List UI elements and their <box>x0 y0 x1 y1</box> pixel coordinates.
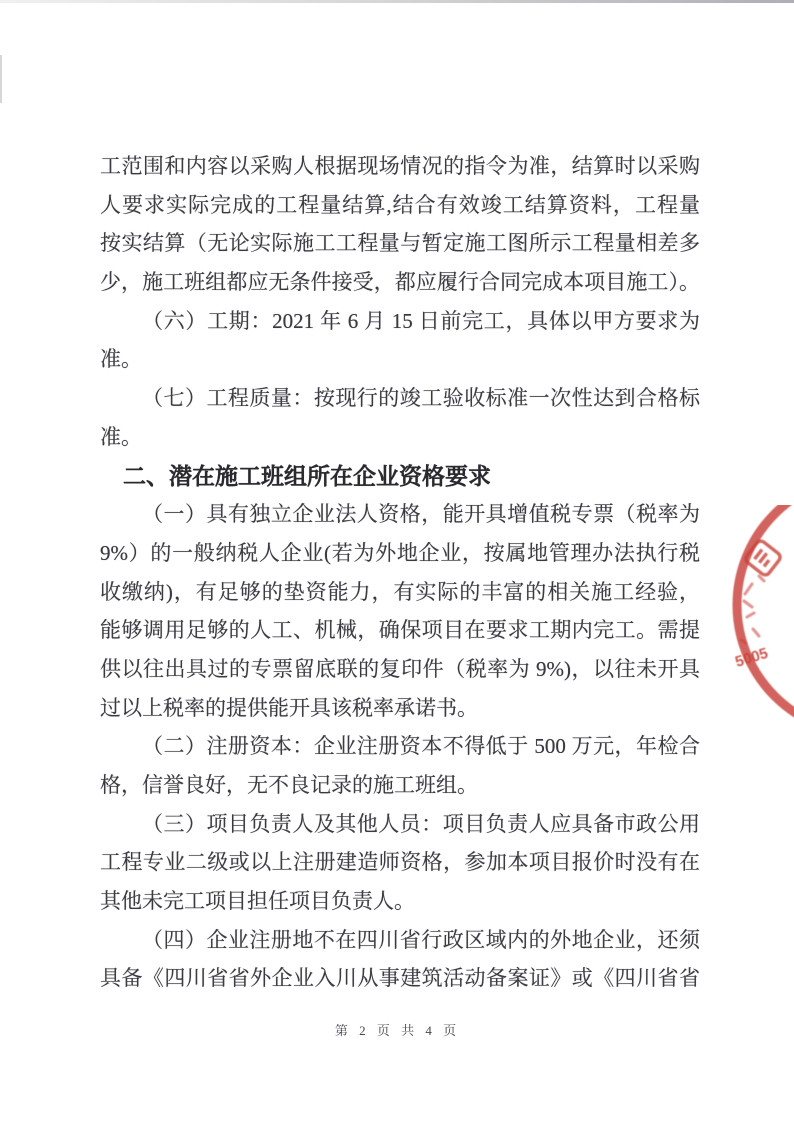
text-line: 工范围和内容以采购人根据现场情况的指令为准，结算时以采购 <box>100 154 700 178</box>
document-body <box>100 147 700 998</box>
text-line: 工程专业二级或以上注册建造师资格，参加本项目报价时没有在 <box>100 850 700 875</box>
text-line: 少，施工班组都应无条件接受，都应履行合同完成本项目施工）。 <box>100 270 700 295</box>
text-line: （四）企业注册地不在四川省行政区域内的外地企业，还须 <box>142 927 700 952</box>
text-line: （二）注册资本：企业注册资本不得低于 500 万元，年检合 <box>142 734 700 759</box>
text-line: 具备《四川省省外企业入川从事建筑活动备案证》或《四川省省 <box>100 966 700 991</box>
text-line: （三）项目负责人及其他人员：项目负责人应具备市政公用 <box>142 811 700 836</box>
section-heading: 二、潜在施工班组所在企业资格要求 <box>123 462 491 489</box>
text-line: 准。 <box>100 424 142 449</box>
text-line: 过以上税率的提供能开具该税率承诺书。 <box>100 695 478 720</box>
text-line: 准。 <box>100 347 142 372</box>
text-line: （七）工程质量：按现行的竣工验收标准一次性达到合格标 <box>142 386 700 411</box>
text-line: 供以往出具过的专票留底联的复印件（税率为 9%)，以往未开具 <box>100 656 700 681</box>
scan-artifact-left-edge <box>0 55 2 103</box>
text-line: 人要求实际完成的工程量结算,结合有效竣工结算资料，工程量 <box>100 192 700 217</box>
scan-artifact-top-edge <box>0 0 794 3</box>
official-seal-stamp <box>730 505 794 720</box>
text-line: 其他未完工项目担任项目负责人。 <box>100 889 415 914</box>
text-line: 能够调用足够的人工、机械，确保项目在要求工期内完工。需提 <box>100 618 700 643</box>
text-line: 格，信誉良好，无不良记录的施工班组。 <box>100 773 478 797</box>
page-number: 第 2 页 共 4 页 <box>334 1023 460 1038</box>
text-line: 收缴纳)，有足够的垫资能力，有实际的丰富的相关施工经验， <box>100 579 700 604</box>
text-line: 按实结算（无论实际施工工程量与暂定施工图所示工程量相差多 <box>100 231 700 256</box>
text-line: （六）工期：2021 年 6 月 15 日前完工，具体以甲方要求为 <box>142 308 700 333</box>
text-line: （一）具有独立企业法人资格，能开具增值税专票（税率为 <box>142 502 700 527</box>
seal-outer-arc <box>737 505 794 720</box>
text-line: 9%）的一般纳税人企业(若为外地企业，按属地管理办法执行税 <box>100 540 700 565</box>
seal-digits: 5005 <box>733 644 771 671</box>
